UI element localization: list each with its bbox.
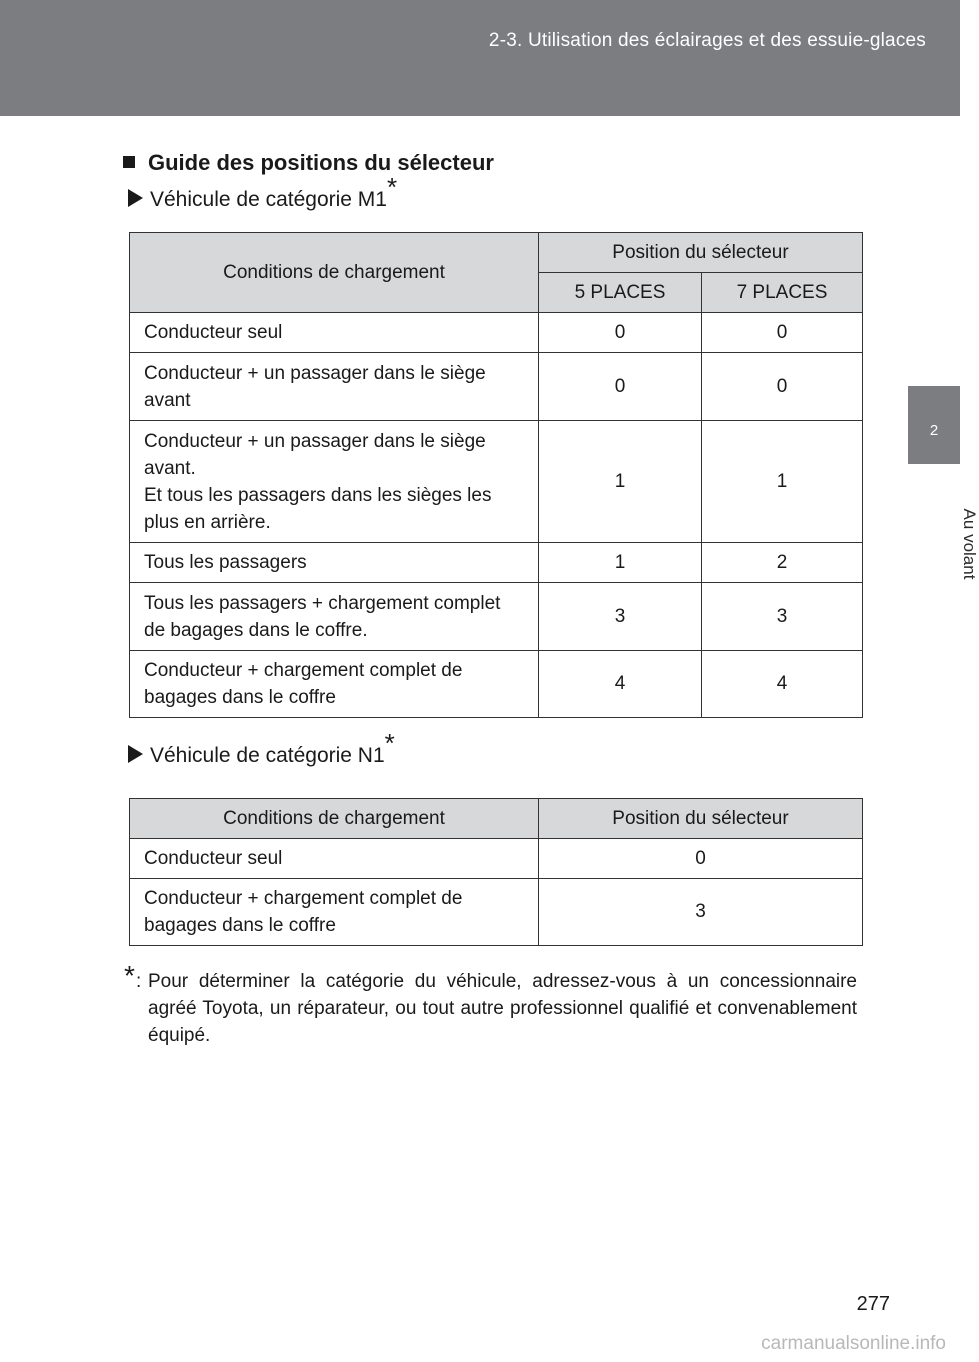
n1-table (129, 798, 863, 946)
triangle-bullet-icon (128, 745, 143, 763)
m1-heading: Véhicule de catégorie M1* (128, 187, 397, 212)
section-title: Guide des positions du sélecteur (123, 150, 494, 176)
watermark: carmanualsonline.info (761, 1333, 946, 1354)
page-header (0, 0, 960, 116)
square-bullet-icon (123, 156, 135, 168)
m1-col-position: Position du sélecteur (539, 233, 863, 273)
n1-col-position: Position du sélecteur (539, 799, 863, 839)
table-row: Conducteur seul 0 (130, 839, 863, 879)
n1-col-conditions: Conditions de chargement (130, 799, 539, 839)
m1-col-7-places: 7 PLACES (702, 273, 863, 313)
footnote-marker: * (386, 172, 398, 202)
table-row: Conducteur + chargement complet de bagages dans le coffre 3 (130, 879, 863, 946)
m1-table (129, 232, 863, 718)
table-row: Conducteur + chargement complet de bagages dans le coffre 4 4 (130, 651, 863, 718)
page-number: 277 (856, 1293, 890, 1315)
table-row: Conducteur seul 0 0 (130, 313, 863, 353)
chapter-side-label: Au volant (960, 508, 979, 580)
m1-col-5-places: 5 PLACES (539, 273, 702, 313)
table-row: Conducteur + un passager dans le siège avant 0 0 (130, 353, 863, 421)
footnote-star: * (124, 960, 135, 991)
chapter-tab-number: 2 (929, 422, 939, 439)
table-row: Conducteur + un passager dans le siège avant. Et tous les passagers dans les sièges les plus en arrière. 1 1 (130, 421, 863, 543)
m1-col-conditions: Conditions de chargement (130, 233, 539, 313)
chapter-title: 2-3. Utilisation des éclairages et des essuie-glaces (488, 30, 926, 51)
n1-heading: Véhicule de catégorie N1* (128, 743, 395, 768)
footnote-marker: * (384, 728, 395, 758)
table-row: Tous les passagers + chargement complet de bagages dans le coffre. 3 3 (130, 583, 863, 651)
triangle-bullet-icon (128, 189, 143, 207)
table-row: Tous les passagers 1 2 (130, 543, 863, 583)
footnote-text: Pour déterminer la catégorie du véhicule, adressez-vous à un concessionnaire agréé Toyota, un réparateur, ou tout autre professionnel qualifié et convenablement équipé. (148, 971, 857, 1046)
footnote: * : Pour déterminer la catégorie du véhicule, adressez-vous à un concessionnaire agréé Toyota, un réparateur, ou tout autre professionnel qualifié et convenablement équipé. (124, 968, 857, 1049)
